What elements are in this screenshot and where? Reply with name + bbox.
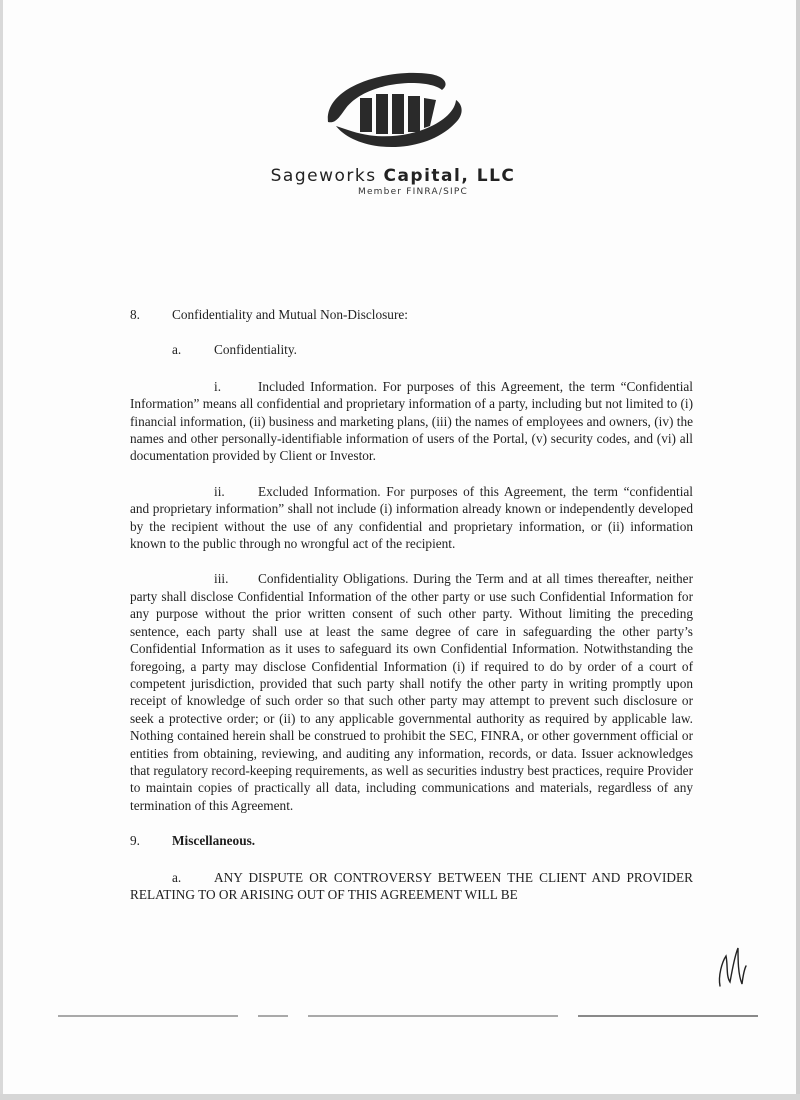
subsection-a-heading (130, 341, 693, 358)
paragraph-iii-text: Confidentiality Obligations. During the Term and at all times thereafter, neither party shall disclose Confidential Information of the other party or use such Confidential Information for any purpose without the prior written consent of such other party. Without limiting the preceding sentence, each party shall use at least the same degree of care in safeguarding the other party’s Confidential Information as it uses to safeguard its own Confidential Information. Notwithstanding the foregoing, a party may disclose Confidential Information (i) if required to do by order of a court of competent jurisdiction, provided that such party shall notify the other party in writing promptly upon receipt of knowledge of such order so that such other party may attempt to prevent such disclosure or seek a protective order; or (ii) to any applicable governmental authority as required by applicable law. Nothing contained herein shall be construed to prohibit the SEC, FINRA, or other government official or entities from obtaining, reviewing, and auditing any information, records, or data. Issuer acknowledges that regulatory record-keeping requirements, as well as securities industry best practices, require Provider to maintain copies of practically all data, including communications and materials, regardless of any termination of this Agreement. (130, 571, 693, 813)
paragraph-i-text: Included Information. For purposes of this Agreement, the term “Confidential Information” means all confidential and proprietary information of a party, including but not limited to (i) financial information, (ii) business and marketing plans, (iii) the names of employees and owners, (iv) the names and other personally-identifiable information of users of the Portal, (v) security codes, and (vi) all documentation provided by Client or Investor. (130, 378, 693, 464)
paragraph-9a-text: ANY DISPUTE OR CONTROVERSY BETWEEN THE CLIENT AND PROVIDER RELATING TO OR ARISING OUT OF THIS AGREEMENT WILL BE (130, 869, 693, 902)
paragraph-i-marker: i. (214, 378, 222, 394)
subsection-a-marker: a. (172, 342, 182, 358)
member-line: Member FINRA/SIPC (357, 187, 468, 197)
scan-edge-bottom (0, 1094, 800, 1100)
section-9-title: Miscellaneous. (172, 833, 256, 849)
section-8-number: 8. (130, 307, 140, 322)
initials-signature-icon (712, 942, 752, 992)
section-8-heading (130, 306, 693, 323)
paragraph-iii-marker: iii. (214, 571, 229, 587)
company-name (180, 166, 606, 186)
paragraph-9a-marker: a. (172, 869, 182, 885)
section-9-number: 9. (130, 833, 140, 849)
footer-rule (58, 1014, 758, 1018)
subsection-a-title: Confidentiality. (214, 342, 297, 358)
company-logo-icon (318, 64, 468, 156)
section-9-heading (130, 832, 693, 849)
paragraph-ii-text: Excluded Information. For purposes of this Agreement, the term “confidential and proprietary information” shall not include (i) information already known or independently developed by the recipient without the use of any confidential and proprietary information, or (ii) information known to the public through no wrongful act of the recipient. (130, 483, 693, 552)
scan-edge-right (796, 0, 800, 1100)
company-name-regular: Sageworks (270, 166, 384, 186)
paragraph-confidentiality-obligations (130, 570, 693, 814)
scan-edge-left (0, 0, 3, 1100)
document-body (130, 306, 693, 903)
paragraph-included-information (130, 378, 693, 465)
paragraph-dispute (130, 869, 693, 904)
section-8-title: Confidentiality and Mutual Non-Disclosure: (172, 307, 408, 322)
paragraph-excluded-information (130, 483, 693, 553)
company-name-bold: Capital, LLC (383, 166, 516, 186)
paragraph-ii-marker: ii. (214, 483, 225, 499)
